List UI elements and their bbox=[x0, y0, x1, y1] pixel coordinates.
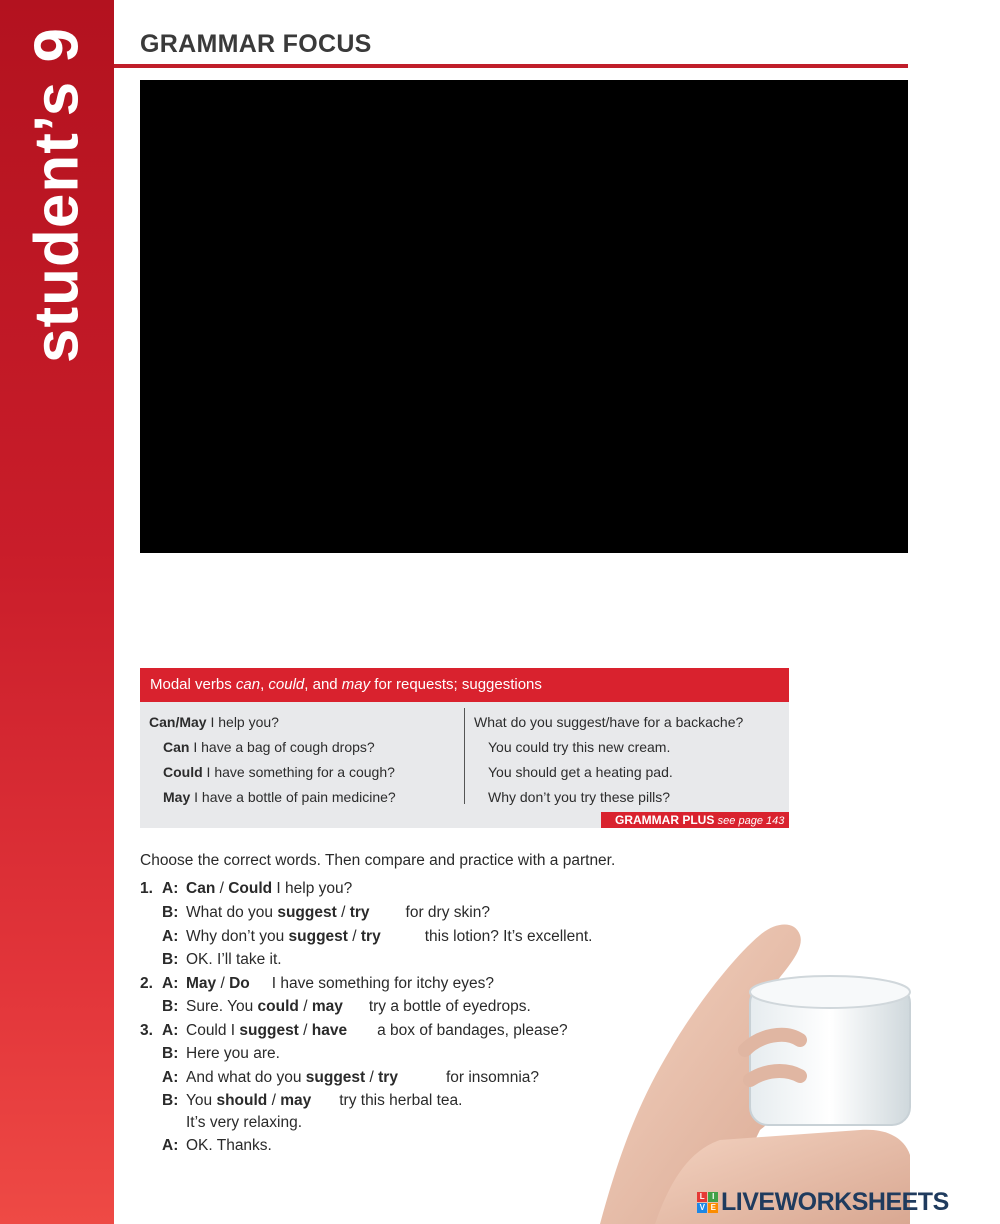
title-divider bbox=[114, 64, 908, 68]
grammar-box bbox=[140, 668, 789, 828]
column-divider bbox=[464, 708, 465, 804]
grammar-plus-tag: GRAMMAR PLUS see page 143 bbox=[601, 812, 789, 828]
grammar-example: Could I have something for a cough? bbox=[163, 764, 395, 780]
choice-may[interactable]: may bbox=[280, 1092, 312, 1109]
grammar-requests-column bbox=[149, 710, 396, 810]
page-title: GRAMMAR FOCUS bbox=[140, 30, 372, 58]
choice-could[interactable]: Could bbox=[228, 880, 273, 897]
logo-mark-icon: L I V E bbox=[697, 1192, 718, 1213]
side-band bbox=[0, 0, 114, 1224]
grammar-example: Can/May I help you? bbox=[149, 714, 279, 730]
logo-text: LIVEWORKSHEETS bbox=[721, 1188, 949, 1216]
grammar-box-heading: Modal verbs can, could, and may for requests; suggestions bbox=[140, 668, 789, 702]
choice-try[interactable]: try bbox=[360, 928, 381, 945]
choice-try[interactable]: try bbox=[378, 1069, 398, 1086]
vertical-title: student’s 9 bbox=[22, 27, 92, 363]
choice-suggest[interactable]: suggest bbox=[277, 904, 337, 921]
choice-may[interactable]: May bbox=[186, 975, 217, 992]
choice-can[interactable]: Can bbox=[186, 880, 216, 897]
choice-do[interactable]: Do bbox=[229, 975, 250, 992]
choice-could[interactable]: could bbox=[257, 998, 299, 1015]
choice-try[interactable]: try bbox=[349, 904, 370, 921]
liveworksheets-logo[interactable] bbox=[697, 1188, 949, 1217]
grammar-example: Can I have a bag of cough drops? bbox=[163, 739, 375, 755]
grammar-suggestions-column bbox=[474, 710, 743, 810]
choice-should[interactable]: should bbox=[216, 1092, 268, 1109]
exercise-instructions: Choose the correct words. Then compare and practice with a partner. bbox=[140, 852, 616, 869]
grammar-example: May I have a bottle of pain medicine? bbox=[163, 789, 396, 805]
choice-suggest[interactable]: suggest bbox=[239, 1022, 299, 1039]
choice-may[interactable]: may bbox=[311, 998, 343, 1015]
grammar-example: Why don’t you try these pills? bbox=[488, 789, 671, 805]
choice-have[interactable]: have bbox=[311, 1022, 348, 1039]
video-player[interactable] bbox=[140, 80, 908, 553]
grammar-example: What do you suggest/have for a backache? bbox=[474, 714, 744, 730]
grammar-example: You should get a heating pad. bbox=[488, 764, 673, 780]
hand-with-cream-jar-image bbox=[560, 900, 920, 1224]
choice-suggest[interactable]: suggest bbox=[288, 928, 348, 945]
choice-suggest[interactable]: suggest bbox=[305, 1069, 366, 1086]
grammar-example: You could try this new cream. bbox=[488, 739, 671, 755]
